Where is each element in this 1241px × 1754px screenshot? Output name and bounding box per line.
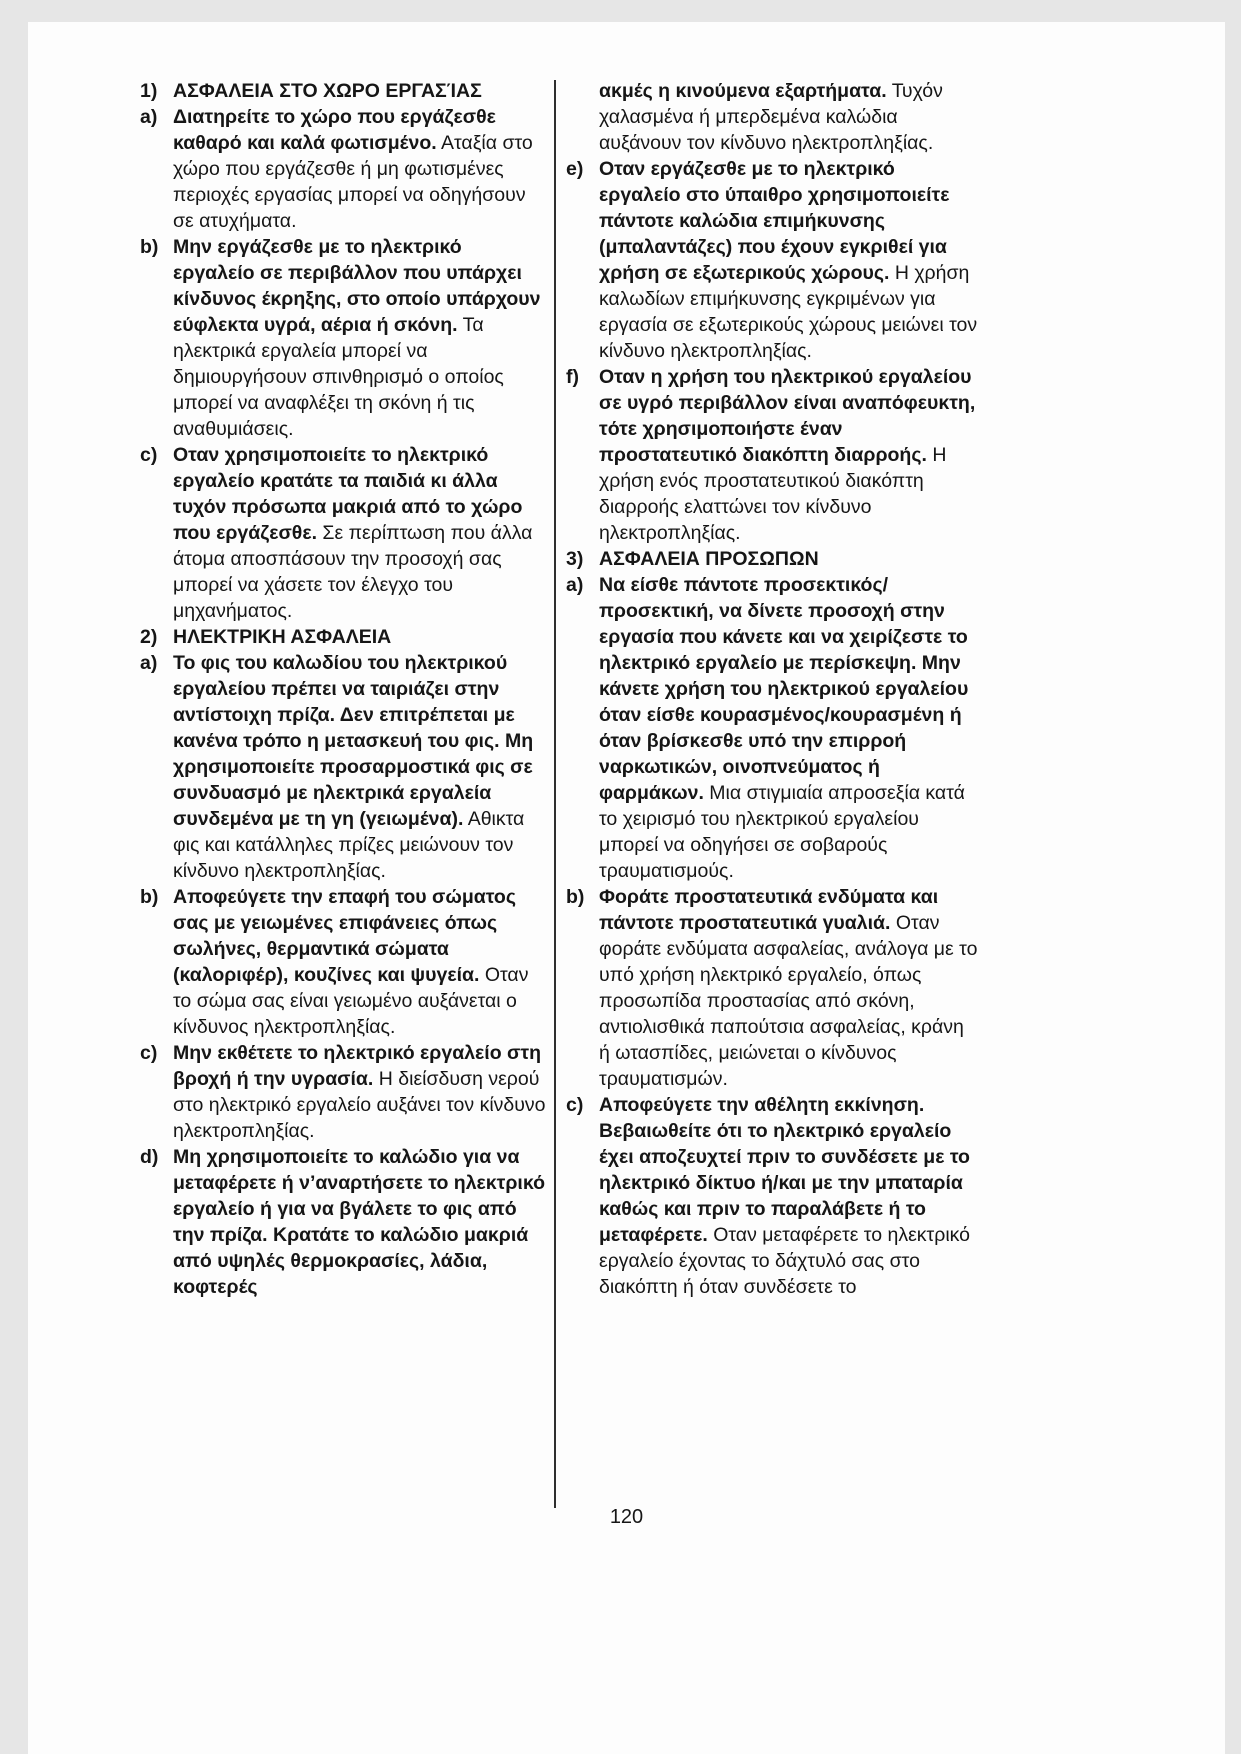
item-continuation [566,78,980,156]
item-text: Οταν η χρήση του ηλεκτρικού εργαλείου σε υγρό περιβάλλον είναι αναπόφευκτη, τότε χρησιμοποιήστε έναν προστατευτικό διακόπτη διαρροής. Η χρήση ενός προστατευτικού διακόπτη διαρροής ελαττώνει τον κίνδυνο ηλεκτροπληξίας. [599,366,976,544]
item-label [566,78,599,156]
item-text: Διατηρείτε το χώρο που εργάζεσθε καθαρό και καλά φωτισμένο. Αταξία στο χώρο που εργάζεσθε ή μη φωτισμένες περιοχές εργασίας μπορεί να οδηγήσουν σε ατυχήματα. [173,106,533,232]
item-label: f) [566,366,579,388]
item-text: Φοράτε προστατευτικά ενδύματα και πάντοτε προστατευτικά γυαλιά. Οταν φοράτε ενδύματα ασφαλείας, ανάλογα με το υπό χρήση ηλεκτρικό εργαλείο, όπως προσωπίδα προστασίας από σκόνη, αντιολισθικά παπούτσια ασφαλείας, κράνη ή ωτασπίδες, μειώνεται ο κίνδυνος τραυματισμών. [599,886,978,1090]
item-label: a) [566,574,584,596]
item-text: Οταν χρησιμοποιείτε το ηλεκτρικό εργαλείο κρατάτε τα παιδιά κι άλλα τυχόν πρόσωπα μακριά από το χώρο που εργάζεσθε. Σε περίπτωση που άλλα άτομα αποσπάσουν την προσοχή σας μπορεί να χάσετε τον έλεγχο του μηχανήματος. [173,444,533,622]
bold-lead-text: Διατηρείτε το χώρο που εργάζεσθε καθαρό και καλά φωτισμένο. [173,106,496,154]
item-text: Μην εργάζεσθε με το ηλεκτρικό εργαλείο σε περιβάλλον που υπάρχει κίνδυνος έκρηξης, στο οποίο υπάρχουν εύφλεκτα υγρά, αέρια ή σκόνη. Τα ηλεκτρικά εργαλεία μπορεί να δημιουργήσουν σπινθηρισμό ο οποίος μπορεί να αναφλέξει τη σκόνη ή τις αναθυμιάσεις. [173,236,541,440]
item-text: Το φις του καλωδίου του ηλεκτρικού εργαλείου πρέπει να ταιριάζει στην αντίστοιχη πρίζα. Δεν επιτρέπεται με κανένα τρόπο η μετασκευή του φις. Μη χρησιμοποιείτε προσαρμοστικά φις σε συνδυασμό με ηλεκτρικά εργαλεία συνδεμένα με τη γη (γειωμένα). Αθικτα φις και κατάλληλες πρίζες μειώνουν τον κίνδυνο ηλεκτροπληξίας. [173,652,534,882]
list-item [566,884,980,1092]
bold-lead-text: Το φις του καλωδίου του ηλεκτρικού εργαλείου πρέπει να ταιριάζει στην αντίστοιχη πρίζα. Δεν επιτρέπεται με κανένα τρόπο η μετασκευή του φις. Μη χρησιμοποιείτε προσαρμοστικά φις σε συνδυασμό με ηλεκτρικά εργαλεία συνδεμένα με τη γη (γειωμένα). [173,652,534,830]
list-item [140,442,546,624]
item-text: Οταν εργάζεσθε με το ηλεκτρικό εργαλείο στο ύπαιθρο χρησιμοποιείτε πάντοτε καλώδια επιμήκυνσης (μπαλαντάζες) που έχουν εγκριθεί για χρήση σε εξωτερικούς χώρους. Η χρήση καλωδίων επιμήκυνσης εγκριμένων για εργασία σε εξωτερικούς χώρους μειώνει τον κίνδυνο ηλεκτροπληξίας. [599,158,978,362]
item-text: Αποφεύγετε την επαφή του σώματος σας με γειωμένες επιφάνειες όπως σωλήνες, θερμαντικά σώματα (καλοριφέρ), κουζίνες και ψυγεία. Οταν το σώμα σας είναι γειωμένο αυξάνεται ο κίνδυνος ηλεκτροπληξίας. [173,886,529,1038]
list-item [140,650,546,884]
list-item [566,364,980,546]
list-item [566,156,980,364]
bold-lead-text: Αποφεύγετε την επαφή του σώματος σας με γειωμένες επιφάνειες όπως σωλήνες, θερμαντικά σώματα (καλοριφέρ), κουζίνες και ψυγεία. [173,886,516,986]
item-label: b) [140,236,159,258]
list-item [140,234,546,442]
manual-page [28,22,1225,1754]
bold-lead-text: ακμές η κινούμενα εξαρτήματα. [599,80,887,102]
bold-lead-text: ΗΛΕΚΤΡΙΚΗ ΑΣΦΑΛΕΙΑ [173,626,392,648]
list-item [140,1144,546,1300]
list-item [140,104,546,234]
list-item [566,572,980,884]
item-text: Αποφεύγετε την αθέλητη εκκίνηση. Βεβαιωθείτε ότι το ηλεκτρικό εργαλείο έχει αποζευχτεί πριν το συνδέσετε με το ηλεκτρικό δίκτυο ή/και με την μπαταρία καθώς και πριν το παραλάβετε ή το μεταφέρετε. Οταν μεταφέρετε το ηλεκτρικό εργαλείο έχοντας το δάχτυλό σας στο διακόπτη ή όταν συνδέσετε το [599,1094,971,1298]
item-label: b) [140,886,159,908]
item-text: Να είσθε πάντοτε προσεκτικός/προσεκτική, να δίνετε προσοχή στην εργασία που κάνετε και να χειρίζεστε το ηλεκτρικό εργαλείο με περίσκεψη. Μην κάνετε χρήση του ηλεκτρικού εργαλείου όταν είσθε κουρασμένος/κουρασμένη ή όταν βρίσκεσθε υπό την επιρροή ναρκωτικών, οινοπνεύματος ή φαρμάκων. Μια στιγμιαία απροσεξία κατά το χειρισμό του ηλεκτρικού εργαλείου μπορεί να οδηγήσει σε σοβαρούς τραυματισμούς. [599,574,969,882]
item-label: d) [140,1146,159,1168]
heading-text [599,546,980,572]
section-heading [140,624,546,650]
item-label: c) [140,444,158,466]
list-item [140,884,546,1040]
item-label: 2) [140,626,158,648]
bold-lead-text: Οταν η χρήση του ηλεκτρικού εργαλείου σε υγρό περιβάλλον είναι αναπόφευκτη, τότε χρησιμοποιήστε έναν προστατευτικό διακόπτη διαρροής. [599,366,976,466]
section-heading [140,78,546,104]
item-label: c) [566,1094,584,1116]
bold-lead-text: Μη χρησιμοποιείτε το καλώδιο για να μεταφέρετε ή ν’αναρτήσετε το ηλεκτρικό εργαλείο ή για να βγάλετε το φις από την πρίζα. Κρατάτε το καλώδιο μακριά από υψηλές θερμοκρασίες, λάδια, κοφτερές [173,1146,545,1298]
item-label: e) [566,158,584,180]
heading-text [173,624,546,650]
item-label: a) [140,652,158,674]
list-item [140,1040,546,1144]
bold-lead-text: Αποφεύγετε την αθέλητη εκκίνηση. Βεβαιωθείτε ότι το ηλεκτρικό εργαλείο έχει αποζευχτεί πριν το συνδέσετε με το ηλεκτρικό δίκτυο ή/και με την μπαταρία καθώς και πριν το παραλάβετε ή το μεταφέρετε. [599,1094,970,1246]
item-label: a) [140,106,158,128]
bold-lead-text: Φοράτε προστατευτικά ενδύματα και πάντοτε προστατευτικά γυαλιά. [599,886,939,934]
item-label: 1) [140,80,158,102]
item-label: b) [566,886,585,908]
bold-lead-text: Να είσθε πάντοτε προσεκτικός/προσεκτική, να δίνετε προσοχή στην εργασία που κάνετε και να χειρίζεστε το ηλεκτρικό εργαλείο με περίσκεψη. Μην κάνετε χρήση του ηλεκτρικού εργαλείου όταν είσθε κουρασμένος/κουρασμένη ή όταν βρίσκεσθε υπό την επιρροή ναρκωτικών, οινοπνεύματος ή φαρμάκων. [599,574,969,804]
bold-lead-text: ΑΣΦΑΛΕΙΑ ΣΤΟ ΧΩΡΟ ΕΡΓΑΣΊΑΣ [173,80,482,102]
right-text-column [566,78,980,1300]
item-label: c) [140,1042,158,1064]
bold-lead-text: Οταν εργάζεσθε με το ηλεκτρικό εργαλείο στο ύπαιθρο χρησιμοποιείτε πάντοτε καλώδια επιμήκυνσης (μπαλαντάζες) που έχουν εγκριθεί για χρήση σε εξωτερικούς χώρους. [599,158,950,284]
column-divider [554,80,556,1508]
list-item [566,1092,980,1300]
item-text: ακμές η κινούμενα εξαρτήματα. Τυχόν χαλασμένα ή μπερδεμένα καλώδια αυξάνουν τον κίνδυνο ηλεκτροπληξίας. [599,80,943,154]
item-text [173,1144,546,1300]
left-text-column [140,78,546,1300]
bold-lead-text: Μην εκθέτετε το ηλεκτρικό εργαλείο στη βροχή ή την υγρασία. [173,1042,542,1090]
item-text: Μην εκθέτετε το ηλεκτρικό εργαλείο στη βροχή ή την υγρασία. Η διείσδυση νερού στο ηλεκτρικό εργαλείο αυξάνει τον κίνδυνο ηλεκτροπληξίας. [173,1042,546,1142]
heading-text [173,78,546,104]
bold-lead-text: Οταν χρησιμοποιείτε το ηλεκτρικό εργαλείο κρατάτε τα παιδιά κι άλλα τυχόν πρόσωπα μακριά από το χώρο που εργάζεσθε. [173,444,523,544]
bold-lead-text: ΑΣΦΑΛΕΙΑ ΠΡΟΣΩΠΩΝ [599,548,819,570]
item-label: 3) [566,548,584,570]
page-number: 120 [609,1506,644,1528]
section-heading [566,546,980,572]
bold-lead-text: Μην εργάζεσθε με το ηλεκτρικό εργαλείο σε περιβάλλον που υπάρχει κίνδυνος έκρηξης, στο οποίο υπάρχουν εύφλεκτα υγρά, αέρια ή σκόνη. [173,236,541,336]
